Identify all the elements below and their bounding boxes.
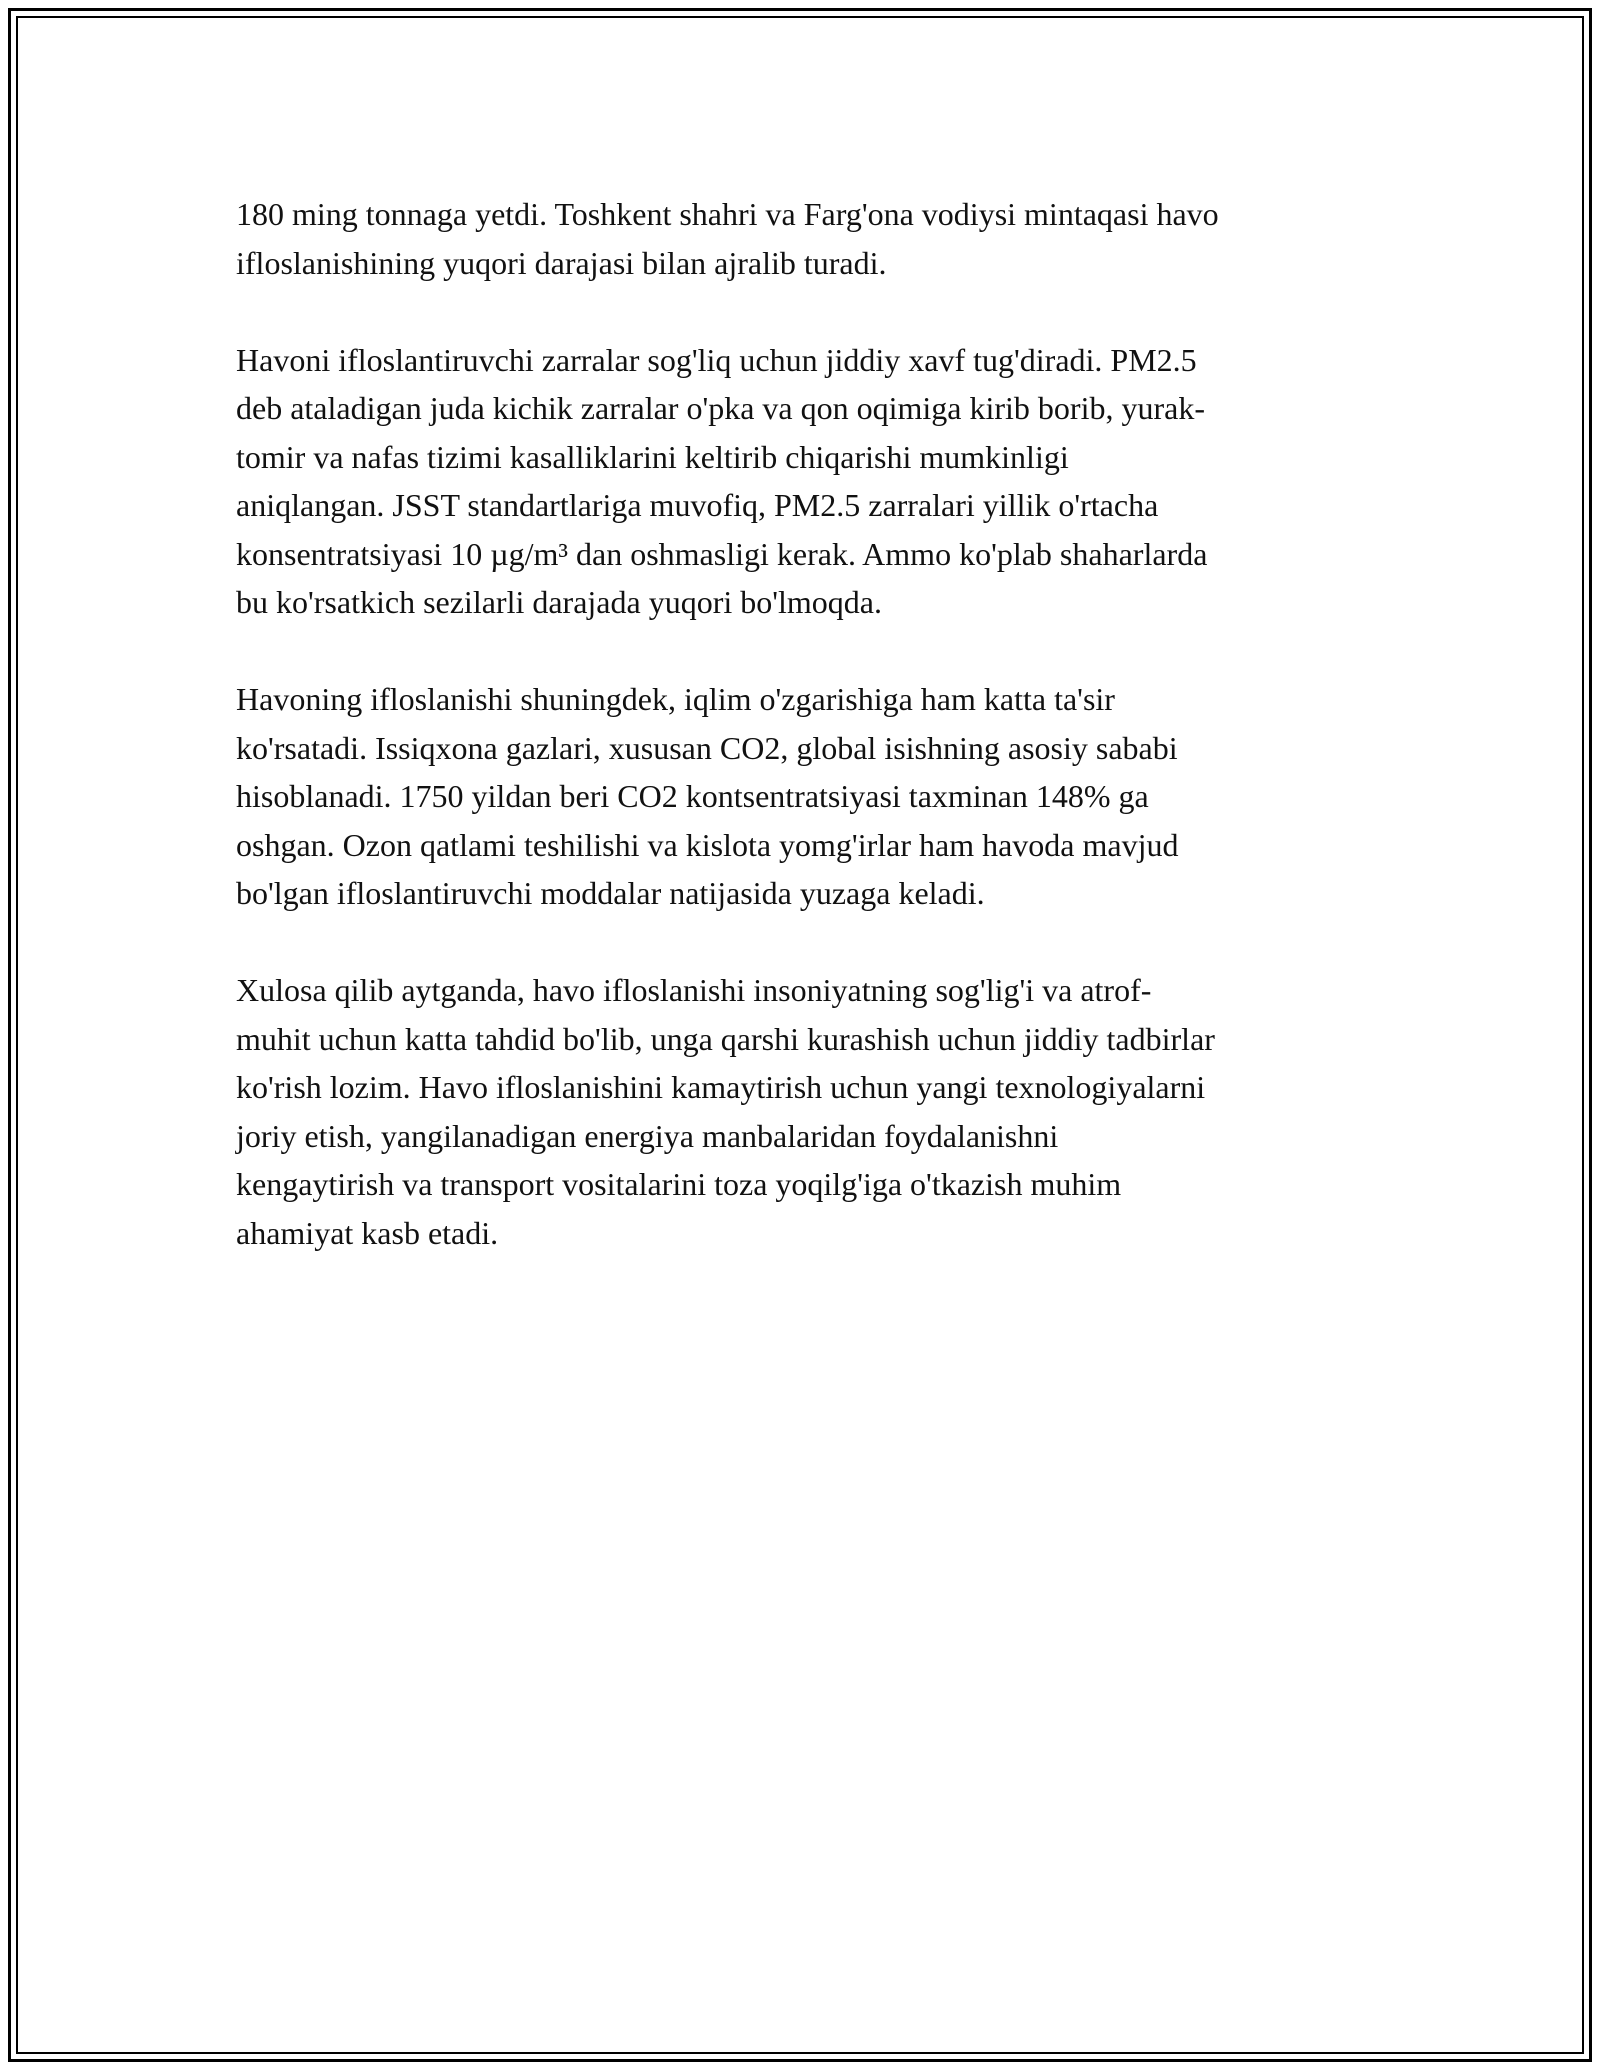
text-line: hisoblanadi. 1750 yildan beri CO2 kontsentratsiyasi taxminan 148% ga: [236, 778, 1149, 814]
text-line: ifloslanishining yuqori darajasi bilan ajralib turadi.: [236, 244, 887, 281]
text-line: oshgan. Ozon qatlami teshilishi va kislota yomg'irlar ham havoda mavjud: [236, 826, 1179, 863]
text-line: ko'rish lozim. Havo ifloslanishini kamaytirish uchun yangi texnologiyalarni: [236, 1069, 1206, 1105]
text-line: Xulosa qilib aytganda, havo ifloslanishi insoniyatning sog'lig'i va atrof-: [236, 972, 1152, 1008]
text-line: kengaytirish va transport vositalarini toza yoqilg'iga o'tkazish muhim: [236, 1166, 1122, 1202]
text-line: deb ataladigan juda kichik zarralar o'pka va qon oqimiga kirib borib, yurak-: [236, 390, 1205, 426]
text-line: Havoning ifloslanishi shuningdek, iqlim o'zgarishiga ham katta ta'sir: [236, 681, 1115, 717]
text-line: ko'rsatadi. Issiqxona gazlari, xususan CO2, global isishning asosiy sababi: [236, 729, 1178, 766]
paragraph: [236, 966, 1376, 1257]
text-line: aniqlangan. JSST standartlariga muvofiq, PM2.5 zarralari yillik o'rtacha: [236, 487, 1159, 523]
text-line: bu ko'rsatkich sezilarli darajada yuqori bo'lmoqda.: [236, 584, 882, 620]
text-line: 180 ming tonnaga yetdi. Toshkent shahri va Farg'ona vodiysi mintaqasi havo: [236, 196, 1219, 232]
document-body: [236, 190, 1376, 1306]
paragraph: [236, 336, 1376, 627]
text-line: joriy etish, yangilanadigan energiya manbalaridan foydalanishni: [236, 1117, 1059, 1154]
text-line: konsentratsiyasi 10 µg/m³ dan oshmasligi kerak. Ammo ko'plab shaharlarda: [236, 535, 1208, 572]
text-line: bo'lgan ifloslantiruvchi moddalar natijasida yuzaga keladi.: [236, 875, 985, 911]
paragraph: [236, 190, 1376, 287]
text-line: ahamiyat kasb etadi.: [236, 1214, 499, 1251]
text-line: muhit uchun katta tahdid bo'lib, unga qarshi kurashish uchun jiddiy tadbirlar: [236, 1020, 1215, 1057]
text-line: tomir va nafas tizimi kasalliklarini keltirib chiqarishi mumkinligi: [236, 438, 1069, 475]
text-line: Havoni ifloslantiruvchi zarralar sog'liq uchun jiddiy xavf tug'diradi. PM2.5: [236, 341, 1197, 378]
paragraph: [236, 675, 1376, 918]
